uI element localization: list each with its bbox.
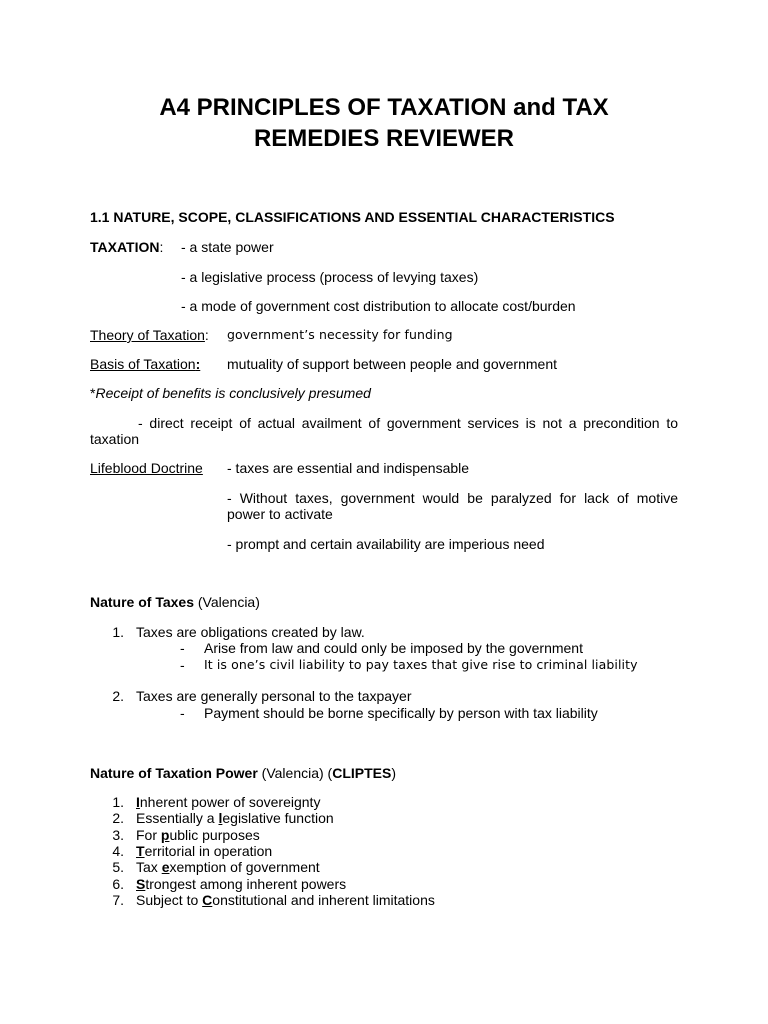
taxation-label: TAXATION [90, 239, 160, 255]
list-item-text: ublic purposes [169, 827, 260, 843]
acronym-letter: l [218, 810, 223, 826]
receipt-note-text: Receipt of benefits is conclusively presumed [95, 385, 371, 401]
list-item-text: nherent power of sovereignty [139, 794, 321, 810]
list-item [136, 794, 320, 810]
list-item-text: egislative function [222, 810, 334, 826]
acronym-letter: C [202, 892, 213, 908]
list-item: Taxes are generally personal to the taxpayer [136, 688, 412, 704]
document-title-line-2: REMEDIES REVIEWER [253, 125, 515, 152]
acronym-letter: S [136, 876, 146, 892]
sub-item: Arise from law and could only be imposed by the government [204, 640, 583, 656]
list-item-text: Essentially a [136, 810, 219, 826]
lifeblood-item: - Without taxes, government would be paralyzed for lack of motive power to activate [227, 490, 678, 522]
sub-item-dash: - [180, 705, 185, 721]
acronym-letter: I [136, 794, 140, 810]
list-item-text: xemption of government [169, 859, 320, 875]
receipt-note-asterisk: * [90, 385, 96, 401]
sub-item-dash: - [180, 657, 185, 673]
nature-of-power-heading [90, 765, 396, 781]
list-number: 2. [112, 688, 124, 704]
list-number: 1. [112, 794, 124, 810]
taxation-item: - a mode of government cost distribution to allocate cost/burden [181, 298, 576, 314]
list-item-text: Tax [136, 859, 162, 875]
list-item-text: Subject to [136, 892, 203, 908]
list-item [136, 827, 260, 843]
basis-value: mutuality of support between people and government [227, 356, 557, 372]
list-number: 6. [112, 876, 124, 892]
list-item [136, 843, 272, 859]
list-number: 4. [112, 843, 124, 859]
sub-item: It is one’s civil liability to pay taxes that give rise to criminal liability [204, 657, 638, 672]
basis-colon: : [195, 356, 201, 372]
theory-colon: : [204, 327, 209, 343]
list-item-text: For [136, 827, 161, 843]
list-item [136, 876, 346, 892]
nature-of-taxes-heading-rest: (Valencia) [194, 594, 260, 610]
list-item-text: trongest among inherent powers [145, 876, 347, 892]
list-item-text: onstitutional and inherent limitations [212, 892, 435, 908]
document-title [0, 92, 768, 154]
list-item [136, 810, 334, 826]
list-item-text: erritorial in operation [144, 843, 273, 859]
list-item: Taxes are obligations created by law. [136, 624, 365, 640]
list-item [136, 892, 435, 908]
receipt-note [90, 385, 371, 401]
nature-of-power-heading-bold: Nature of Taxation Power [90, 765, 258, 781]
lifeblood-label: Lifeblood Doctrine [90, 460, 203, 476]
lifeblood-item: - taxes are essential and indispensable [227, 460, 470, 476]
document-title-line-1: A4 PRINCIPLES OF TAXATION and TAX [159, 94, 609, 121]
nature-of-taxes-heading-bold: Nature of Taxes [90, 594, 194, 610]
acronym-letter: p [160, 827, 170, 843]
basis-label-row [90, 356, 200, 372]
list-number: 2. [112, 810, 124, 826]
cliptes-acronym: CLIPTES [332, 765, 392, 781]
acronym-letter: e [161, 859, 170, 875]
list-number: 7. [112, 892, 124, 908]
nature-of-taxes-heading [90, 594, 260, 610]
taxation-label-row [90, 239, 163, 255]
theory-value: government’s necessity for funding [227, 327, 453, 342]
basis-label: Basis of Taxation [90, 356, 196, 372]
nature-of-power-heading-mid: (Valencia) ( [257, 765, 333, 781]
taxation-item: - a legislative process (process of levying taxes) [181, 269, 479, 285]
list-number: 5. [112, 859, 124, 875]
taxation-item: - a state power [181, 239, 274, 255]
nature-of-power-heading-end: ) [391, 765, 397, 781]
list-number: 3. [112, 827, 124, 843]
sub-item: Payment should be borne specifically by person with tax liability [204, 705, 598, 721]
list-number: 1. [112, 624, 124, 640]
section-heading: 1.1 NATURE, SCOPE, CLASSIFICATIONS AND ESSENTIAL CHARACTERISTICS [90, 209, 615, 225]
theory-label-row [90, 327, 209, 343]
acronym-letter: T [136, 843, 145, 859]
list-item [136, 859, 320, 875]
taxation-colon: : [159, 239, 164, 255]
theory-label: Theory of Taxation [90, 327, 205, 343]
sub-item-dash: - [180, 640, 185, 656]
direct-receipt-paragraph: - direct receipt of actual availment of government services is not a precondition to taxation [90, 415, 678, 447]
lifeblood-item: - prompt and certain availability are imperious need [227, 536, 545, 552]
